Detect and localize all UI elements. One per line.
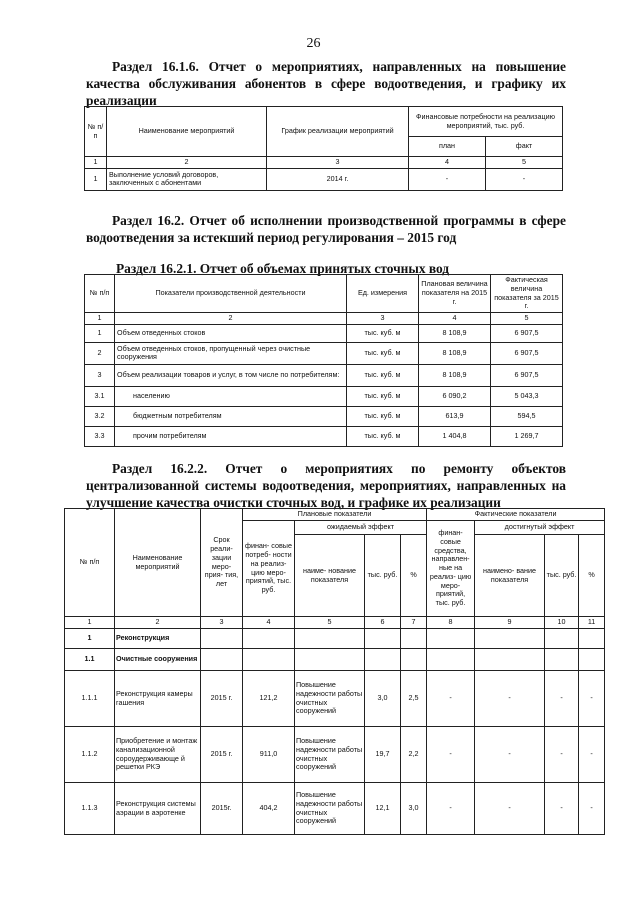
column-numbers-row: 1 2 3 4 5 [85, 157, 563, 169]
header-achieved-effect: достигнутый эффект [475, 521, 605, 535]
section-16-2-2-title: Раздел 16.2.2. Отчет о мероприятиях по ремонту объектов централизованной системы водоотведения, мероприятиях, направленных на улучшение качества очистки сточных вод, и графике их реализации [86, 461, 566, 510]
header-schedule: График реализации мероприятий [267, 107, 409, 157]
column-numbers-row: 1 2 3 4 5 [85, 313, 563, 325]
header-expected-effect: ожидаемый эффект [295, 521, 427, 535]
header-finance: Финансовые потребности на реализацию мероприятий, тыс. руб. [409, 107, 563, 137]
table-16-1-6 [84, 106, 563, 191]
section-16-2-1-title: Раздел 16.2.1. Отчет об объемах принятых сточных вод [116, 261, 450, 276]
header-ach-percent: % [579, 535, 605, 617]
header-ach-name: наимено- вание показателя [475, 535, 545, 617]
page-number: 26 [306, 36, 321, 51]
header-plan-finance: финан- совые потреб- ности на реализ- цию меро- приятий, тыс. руб. [243, 521, 295, 617]
header-planned: Плановые показатели [243, 509, 427, 521]
header-num: № п/п [85, 275, 115, 313]
header-name: Показатели производственной деятельности [115, 275, 347, 313]
group-row: 1.1 Очистные сооружения [65, 649, 605, 671]
table-row: 3.2 бюджетным потребителям тыс. куб. м 613,9 594,5 [85, 406, 563, 426]
section-16-2-title: Раздел 16.2. Отчет об исполнении производственной программы в сфере водоотведения за истекший период регулирования – 2015 год [86, 213, 566, 245]
group-row: 1 Реконструкция [65, 629, 605, 649]
table-row: 3 Объем реализации товаров и услуг, в том числе по потребителям: тыс. куб. м 8 108,9 6 907,5 [85, 364, 563, 386]
table-16-2-2 [64, 508, 605, 835]
header-name: Наименование мероприятий [115, 509, 201, 617]
header-num: № п/п [85, 107, 107, 157]
section-16-1-6-title: Раздел 16.1.6. Отчет о мероприятиях, направленных на повышение качества обслуживания абонентов в сфере водоотведения, и графику их реализации [86, 59, 566, 108]
header-fact: факт [486, 137, 563, 157]
header-name: Наименование мероприятий [107, 107, 267, 157]
header-rub: тыс. руб. [365, 535, 401, 617]
table-row: 1.1.2 Приобретение и монтаж канализационной сороудерживающе й решетки РКЭ 2015 г. 911,0 Повышение надежности работы очистных сооружений 19,7 2,2 - - - - [65, 727, 605, 783]
header-actual: Фактические показатели [427, 509, 605, 521]
table-row: 1 Выполнение условий договоров, заключенных с абонентами 2014 г. - - [85, 168, 563, 190]
header-ach-rub: тыс. руб. [545, 535, 579, 617]
header-fact: Фактическая величина показателя за 2015 г. [491, 275, 563, 313]
table-row: 1.1.3 Реконструкция системы аэрации в аэротенке 2015г. 404,2 Повышение надежности работы очистных сооружений 12,1 3,0 - - - - [65, 783, 605, 835]
table-row: 3.3 прочим потребителям тыс. куб. м 1 404,8 1 269,7 [85, 426, 563, 446]
header-term: Срок реали- зации меро- прия- тия, лет [201, 509, 243, 617]
header-effect-name: наиме- нование показателя [295, 535, 365, 617]
table-row: 2 Объем отведенных стоков, пропущенный через очистные сооружения тыс. куб. м 8 108,9 6 907,5 [85, 342, 563, 364]
table-row: 3.1 населению тыс. куб. м 6 090,2 5 043,3 [85, 386, 563, 406]
header-fact-finance: финан- совые средства, направлен- ные на реализ- цию меро- приятий, тыс. руб. [427, 521, 475, 617]
header-percent: % [401, 535, 427, 617]
table-row: 1 Объем отведенных стоков тыс. куб. м 8 108,9 6 907,5 [85, 324, 563, 342]
table-16-2-1 [84, 274, 563, 447]
column-numbers-row: 1 2 3 4 5 6 7 8 9 10 11 [65, 617, 605, 629]
header-plan: план [409, 137, 486, 157]
header-num: № п/п [65, 509, 115, 617]
table-row: 1.1.1 Реконструкция камеры гашения 2015 г. 121,2 Повышение надежности работы очистных сооружений 3,0 2,5 - - - - [65, 671, 605, 727]
header-plan: Плановая величина показателя на 2015 г. [419, 275, 491, 313]
header-unit: Ед. измерения [347, 275, 419, 313]
